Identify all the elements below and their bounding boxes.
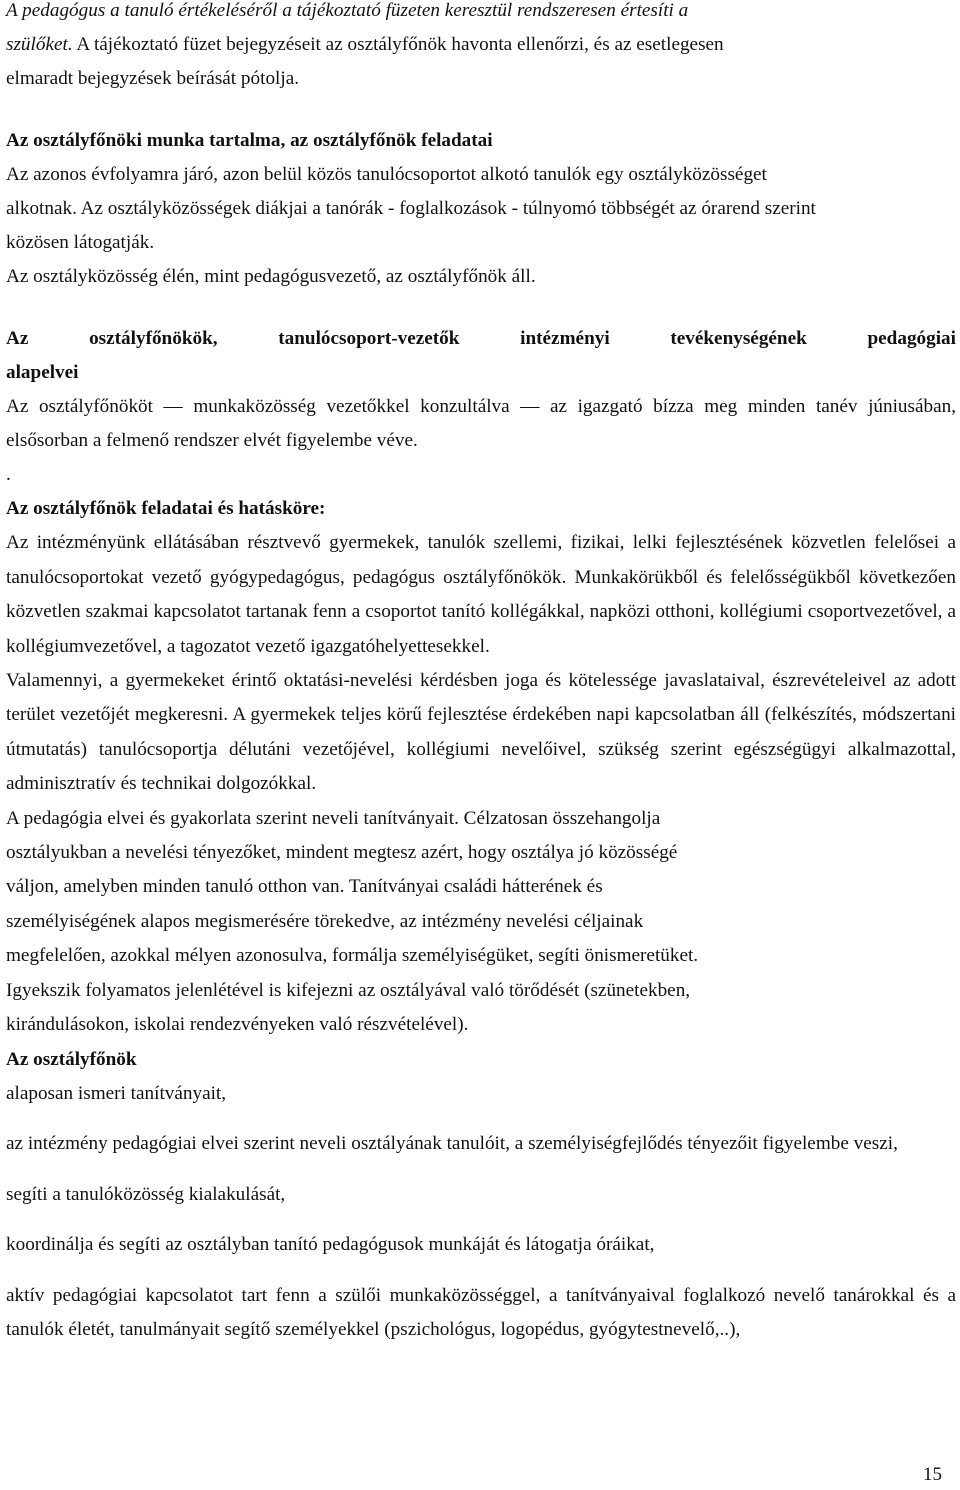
intro-italic-text: szülőket. [6,34,73,55]
section-osztalyfonoki-munka [6,124,956,294]
section-alapelvek [6,322,956,492]
section-osztalyfonok-lista [6,1043,956,1348]
section-paragraph: Az osztályfőnököt ― munkaközösség vezetőkkel konzultálva ― az igazgató bízza meg minden tanév júniusában, elsősorban a felmenő rendszer elvét figyelembe véve. [6,396,956,451]
section-paragraph: Valamennyi, a gyermekeket érintő oktatási-nevelési kérdésben joga és kötelessége javaslataival, észrevételeivel az adott terület vezetőjét megkeresni. A gyermekek teljes körű fejlesztése érdekében napi kapcsolatban áll (felkészítés, módszertani útmutatás) tanulócsoportja délutáni vezetőjével, kollégiumi nevelőivel, szükség szerint egészségügyi alkalmazottal, adminisztratív és technikai dolgozókkal. [6,670,956,795]
intro-line [6,0,956,28]
list-item: az intézmény pedagógiai elvei szerint neveli osztályának tanulóit, a személyiségfejlődés tényezőit figyelembe veszi, [6,1133,898,1155]
document-page [6,0,956,1347]
intro-paragraph [6,0,956,96]
list-item: koordinálja és segíti az osztályban tanító pedagógusok munkáját és látogatja óráikat, [6,1234,655,1256]
intro-line: elmaradt bejegyzések beírását pótolja. [6,68,300,89]
section-paragraph-line: megfelelően, azokkal mélyen azonosulva, formálja személyiségüket, segíti önismeretüket. [6,945,699,967]
page-number: 15 [923,1464,942,1485]
section-dot: . [6,464,11,485]
section-paragraph: Az osztályközösség élén, mint pedagógusvezető, az osztályfőnök áll. [6,266,536,287]
intro-line [6,28,956,62]
section-feladatok [6,492,956,1043]
section-paragraph-line: váljon, amelyben minden tanuló otthon van. Tanítványai családi hátterének és [6,876,603,898]
intro-text: A tájékoztató füzet bejegyzéseit az osztályfőnök havonta ellenőrzi, és az esetlegesen [72,34,724,55]
list-item: segíti a tanulóközösség kialakulását, [6,1183,286,1205]
section-heading: Az osztályfőnökök, tanulócsoport-vezetők intézményi tevékenységének pedagógiai [6,328,956,349]
section-heading: alapelvei [6,362,79,383]
section-paragraph-line: osztályukban a nevelési tényezőket, mindent megtesz azért, hogy osztálya jó közösségé [6,842,678,864]
list-item: alaposan ismeri tanítványait, [6,1082,227,1104]
section-heading: Az osztályfőnök feladatai és hatásköre: [6,498,326,519]
section-heading: Az osztályfőnök [6,1048,137,1070]
section-paragraph: Az intézményünk ellátásában résztvevő gyermekek, tanulók szellemi, fizikai, lelki fejlesztésének közvetlen felelősei a tanulócsoportokat vezető gyógypedagógus, pedagógus osztályfőnökök. Munkakörükből és felelősségükből következően közvetlen szakmai kapcsolatot tartanak fenn a csoportot tanító kollégákkal, napközi otthoni, kollégiumi csoportvezetővel, a kollégiumvezetővel, a tagozatot vezető igazgatóhelyettesekkel. [6,532,956,657]
intro-italic-text: A pedagógus a tanuló értékeléséről a tájékoztató füzeten keresztül rendszeresen értesíti a [6,0,689,21]
section-paragraph-line: Igyekszik folyamatos jelenlétével is kifejezni az osztályával való törődését (szünetekben, [6,979,691,1001]
section-paragraph-line: kirándulásokon, iskolai rendezvényeken való részvételével). [6,1014,469,1036]
section-paragraph-line: A pedagógia elvei és gyakorlata szerint neveli tanítványait. Célzatosan összehangolja [6,807,661,829]
section-paragraph: Az azonos évfolyamra járó, azon belül közös tanulócsoportot alkotó tanulók egy osztályközösséget alkotnak. Az osztályközösségek diákjai a tanórák - foglalkozások - túlnyomó többségét az órarend szerint közösen látogatják. [6,164,816,253]
section-paragraph-line: személyiségének alapos megismerésére törekedve, az intézmény nevelési céljainak [6,910,644,932]
list-item: aktív pedagógiai kapcsolatot tart fenn a szülői munkaközösséggel, a tanítványaival foglalkozó nevelő tanárokkal és a tanulók életét, tanulmányait segítő személyekkel (pszichológus, logopédus, gyógytestnevelő,..), [6,1284,956,1340]
section-heading: Az osztályfőnöki munka tartalma, az osztályfőnök feladatai [6,130,493,151]
